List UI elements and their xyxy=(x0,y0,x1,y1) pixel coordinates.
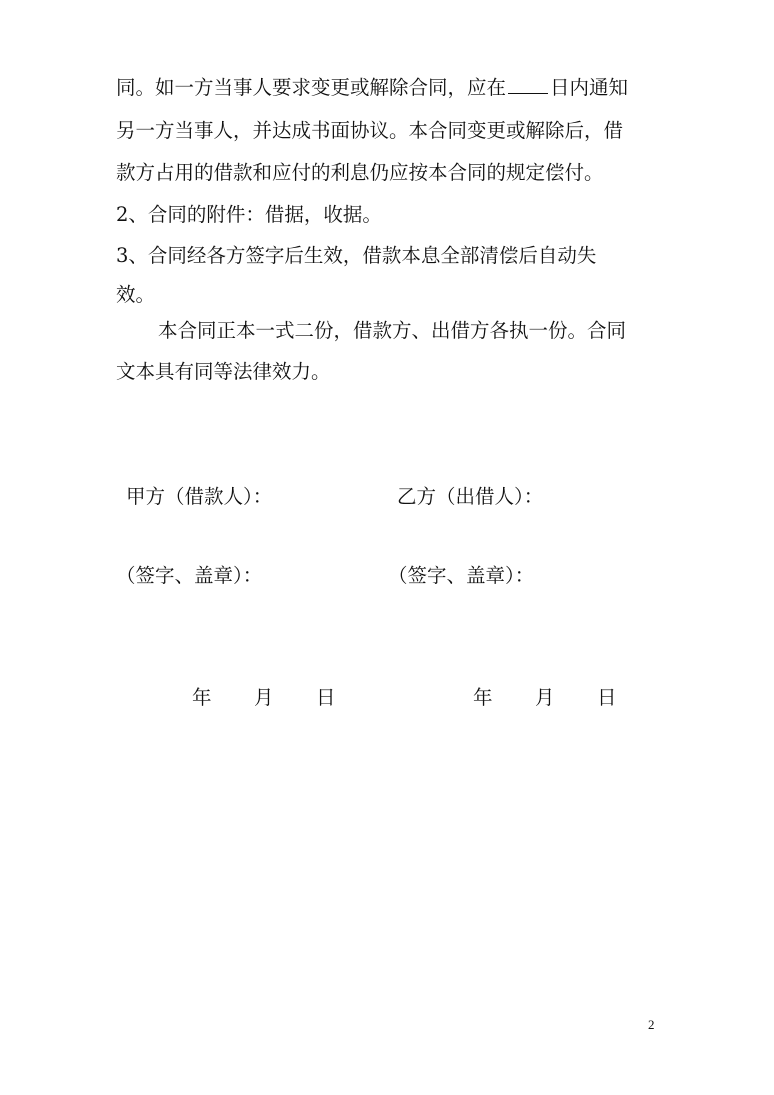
text-line-1-part-a: 同。如一方当事人要求变更或解除合同，应在 xyxy=(116,76,507,99)
date-b-day: 日 xyxy=(597,686,617,709)
text-line-1-part-b: 日内通知 xyxy=(550,76,629,99)
date-a-day: 日 xyxy=(316,686,336,709)
party-a-sign-label: （签字、盖章）： xyxy=(116,564,263,587)
text-line-7: 本合同正本一式二份，借款方、出借方各执一份。合同 xyxy=(158,319,627,342)
party-a-label: 甲方（借款人）： xyxy=(126,485,273,508)
text-line-6: 效。 xyxy=(116,283,156,306)
text-line-4: 2、合同的附件：借据，收据。 xyxy=(116,203,382,226)
text-line-8: 文本具有同等法律效力。 xyxy=(116,360,331,383)
date-b-year: 年 xyxy=(473,686,493,709)
party-b-label: 乙方（出借人）： xyxy=(397,485,544,508)
text-line-3: 款方占用的借款和应付的利息仍应按本合同的规定偿付。 xyxy=(116,161,604,184)
text-line-2: 另一方当事人，并达成书面协议。本合同变更或解除后，借 xyxy=(116,119,624,142)
text-line-1 xyxy=(116,78,628,98)
party-b-sign-label: （签字、盖章）： xyxy=(388,564,535,587)
date-a-month: 月 xyxy=(254,686,274,709)
date-a-year: 年 xyxy=(192,686,212,709)
fill-in-blank-days xyxy=(508,79,548,94)
date-b-month: 月 xyxy=(535,686,555,709)
text-line-5: 3、合同经各方签字后生效，借款本息全部清偿后自动失 xyxy=(116,244,597,267)
page-number: 2 xyxy=(648,1017,655,1032)
